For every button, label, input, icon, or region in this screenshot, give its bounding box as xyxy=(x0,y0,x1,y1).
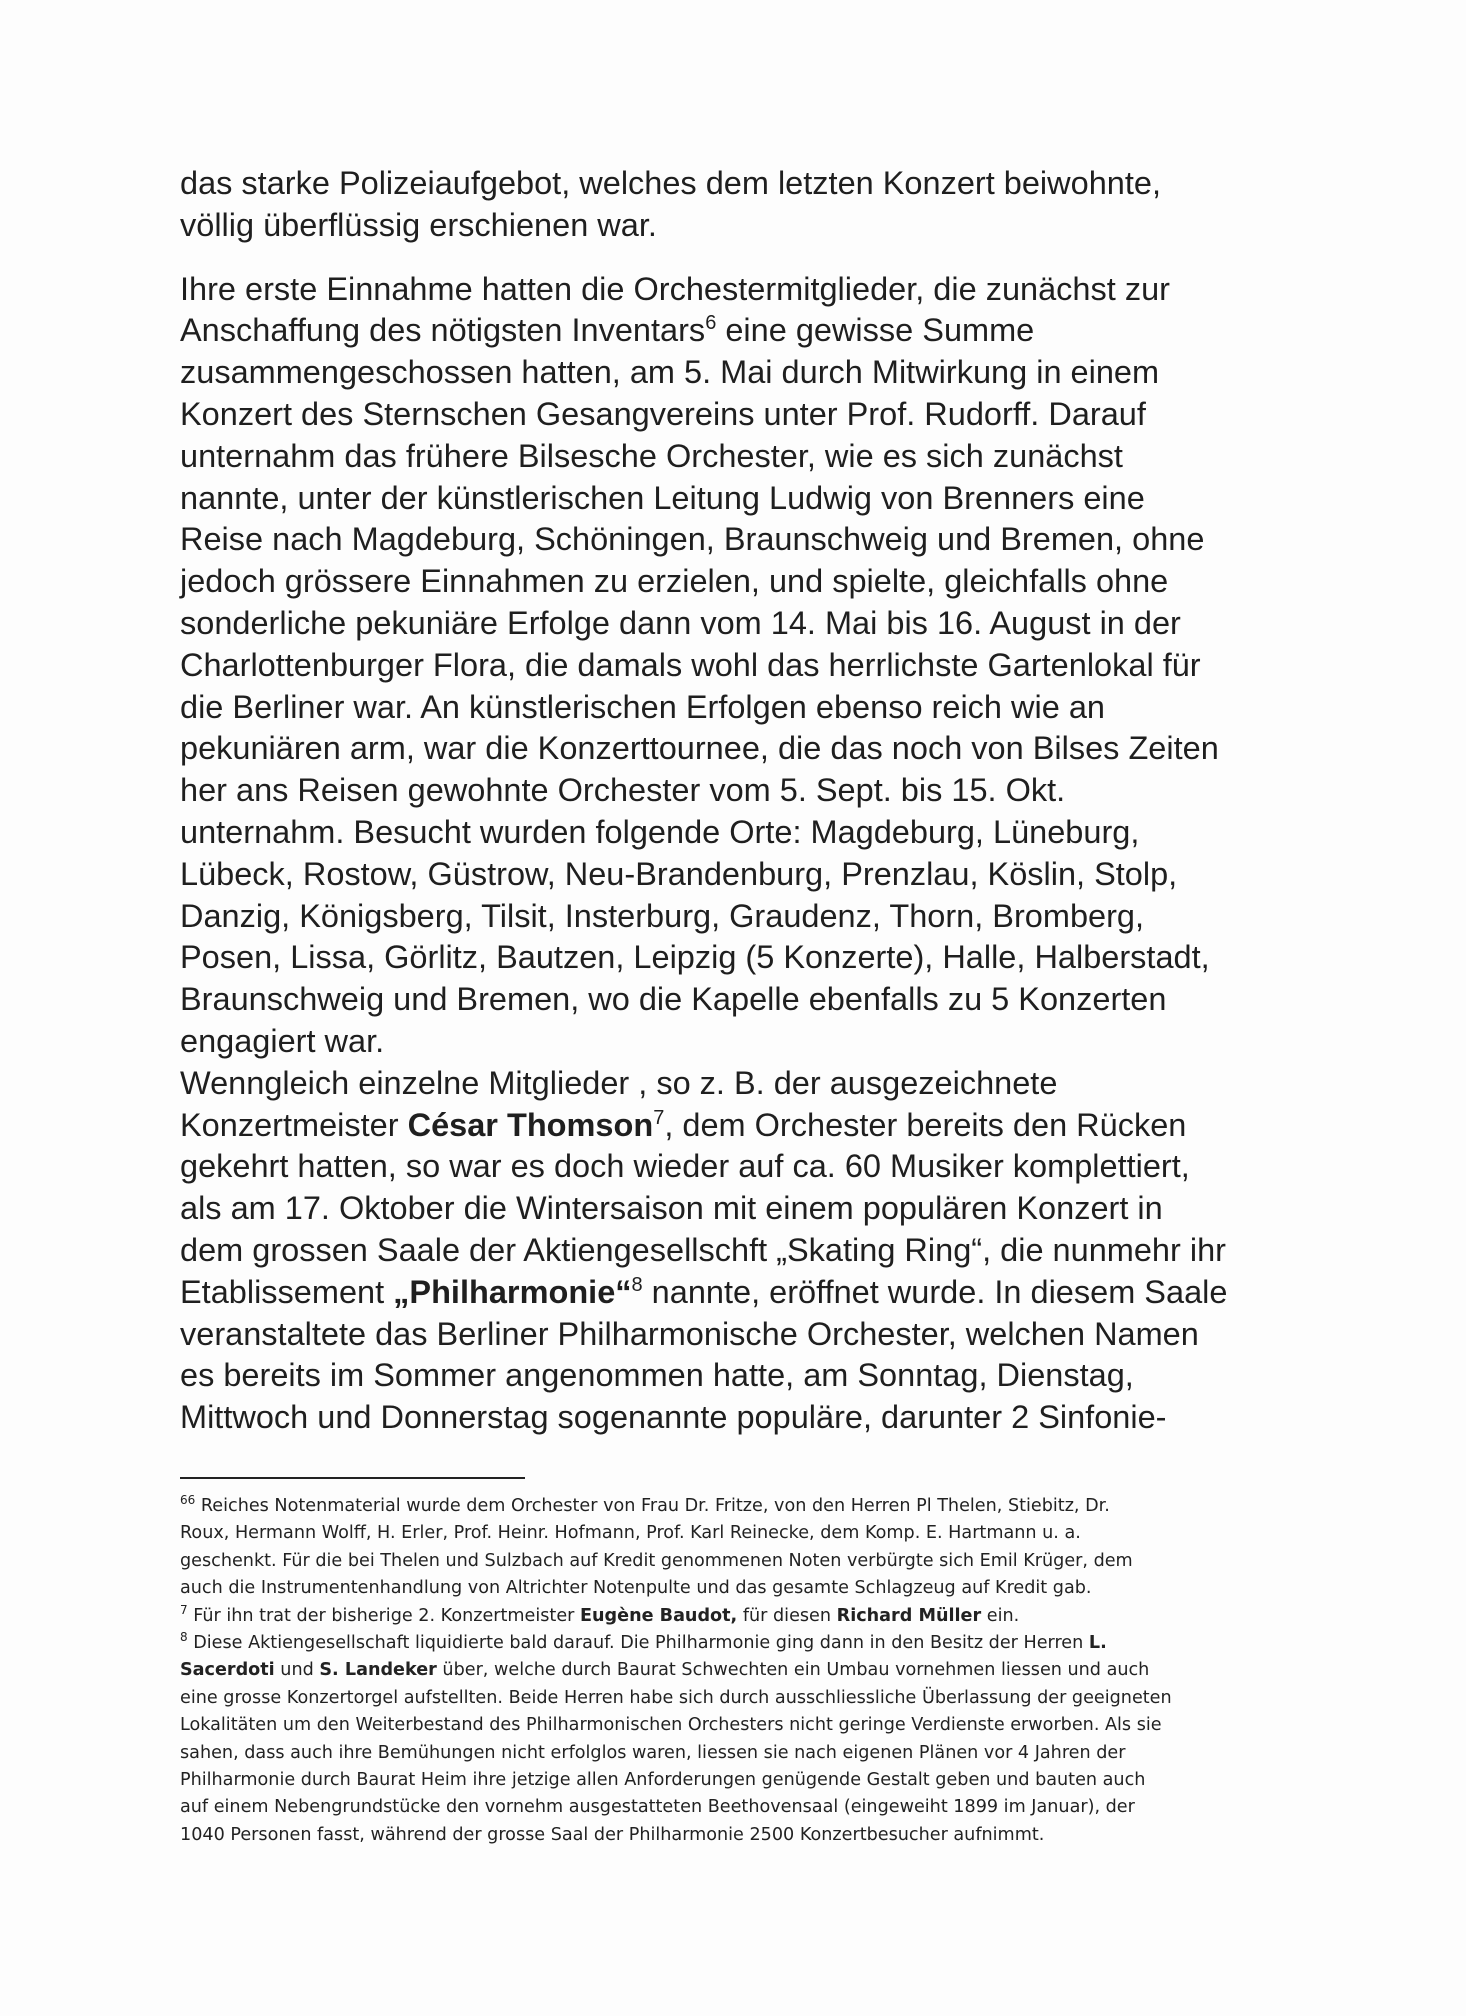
text-line: her ans Reisen gewohnte Orchester vom 5. Sept. bis 15. Okt. xyxy=(180,772,1066,809)
text-line: unternahm das frühere Bilsesche Orchester, wie es sich zunächst xyxy=(180,437,1123,474)
text-segment: Reiches Notenmaterial wurde dem Orchester von Frau Dr. Fritze, von den Herren Pl Thelen, Stiebitz, Dr. xyxy=(195,1496,1110,1516)
paragraph-1 xyxy=(180,163,1290,247)
text-segment: Anschaffung des nötigsten Inventars xyxy=(180,312,706,349)
footnote-line xyxy=(180,1603,1290,1630)
text-segment: ein. xyxy=(981,1605,1020,1626)
footnote-8 xyxy=(180,1630,1290,1849)
footnote-mark: 7 xyxy=(180,1602,188,1617)
footnote-7 xyxy=(180,1603,1290,1630)
venue-name: „Philharmonie“ xyxy=(393,1273,632,1310)
text-line: unternahm. Besucht wurden folgende Orte: Magdeburg, Lüneburg, xyxy=(180,813,1140,850)
text-line: gekehrt hatten, so war es doch wieder auf ca. 60 Musiker komplettiert, xyxy=(180,1148,1190,1185)
footnote-line xyxy=(180,1630,1290,1657)
footnote-line: auf einem Nebengrundstücke den vornehm ausgestatteten Beethovensaal (eingeweiht 1899 im Januar), der xyxy=(180,1797,1135,1818)
text-line: nannte, unter der künstlerischen Leitung Ludwig von Brenners eine xyxy=(180,479,1145,516)
person-name: L. xyxy=(1088,1633,1107,1654)
text-line: Konzert des Sternschen Gesangvereins unter Prof. Rudorff. Darauf xyxy=(180,395,1146,432)
text-line: sonderliche pekuniäre Erfolge dann vom 14. Mai bis 16. August in der xyxy=(180,604,1181,641)
text-line: Reise nach Magdeburg, Schöningen, Braunschweig und Bremen, ohne xyxy=(180,521,1205,558)
text-segment: nannte, eröffnet wurde. In diesem Saale xyxy=(642,1273,1228,1310)
text-line: veranstaltete das Berliner Philharmonische Orchester, welchen Namen xyxy=(180,1315,1199,1352)
footnotes xyxy=(180,1493,1290,1849)
person-name: Eugène Baudot, xyxy=(580,1605,738,1626)
text-line: als am 17. Oktober die Wintersaison mit einem populären Konzert in xyxy=(180,1190,1163,1227)
text-line: Posen, Lissa, Görlitz, Bautzen, Leipzig (5 Konzerte), Halle, Halberstadt, xyxy=(180,939,1210,976)
text-line: pekuniären arm, war die Konzerttournee, die das noch von Bilses Zeiten xyxy=(180,730,1219,767)
text-segment: Für ihn trat der bisherige 2. Konzertmeister xyxy=(187,1605,580,1626)
text-line: Ihre erste Einnahme hatten die Orchestermitglieder, die zunächst zur xyxy=(180,270,1170,307)
text-line: Lübeck, Rostow, Güstrow, Neu-Brandenburg, Prenzlau, Köslin, Stolp, xyxy=(180,855,1178,892)
footnote-ref-7[interactable]: 7 xyxy=(653,1106,665,1129)
footnote-ref-6[interactable]: 6 xyxy=(705,312,717,335)
text-line: engagiert war. xyxy=(180,1022,385,1059)
footnote-line xyxy=(180,1657,1290,1684)
footnote-line: auch die Instrumentenhandlung von Altrichter Notenpulte und das gesamte Schlagzeug auf Kredit gab. xyxy=(180,1578,1092,1599)
footnote-line: sahen, dass auch ihre Bemühungen nicht erfolglos waren, liessen sie nach eigenen Plänen vor 4 Jahren der xyxy=(180,1742,1126,1763)
text-line xyxy=(180,1272,1290,1314)
footnote-line xyxy=(180,1493,1290,1520)
footnote-6 xyxy=(180,1493,1290,1603)
text-line: dem grossen Saale der Aktiengesellschft „Skating Ring“, die nunmehr ihr xyxy=(180,1231,1226,1268)
paragraph-3 xyxy=(180,1063,1290,1439)
person-name: Richard Müller xyxy=(836,1605,982,1626)
footnote-line: Lokalitäten um den Weiterbestand des Philharmonischen Orchesters nicht geringe Verdienste erworben. Als sie xyxy=(180,1715,1162,1736)
text-line: es bereits im Sommer angenommen hatte, am Sonntag, Dienstag, xyxy=(180,1357,1134,1394)
text-line: Wenngleich einzelne Mitglieder , so z. B. der ausgezeichnete xyxy=(180,1064,1058,1101)
text-line: Mittwoch und Donnerstag sogenannte populäre, darunter 2 Sinfonie- xyxy=(180,1399,1167,1436)
text-segment: über, welche durch Baurat Schwechten ein Umbau vornehmen liessen und auch xyxy=(436,1660,1150,1681)
footnote-line: 1040 Personen fasst, während der grosse Saal der Philharmonie 2500 Konzertbesucher aufnimmt. xyxy=(180,1824,1045,1845)
paragraph-2 xyxy=(180,269,1290,1063)
text-line: die Berliner war. An künstlerischen Erfolgen ebenso reich wie an xyxy=(180,688,1105,725)
text-line: Charlottenburger Flora, die damals wohl das herrlichste Gartenlokal für xyxy=(180,646,1201,683)
text-line: das starke Polizeiaufgebot, welches dem letzten Konzert beiwohnte, xyxy=(180,165,1161,201)
text-segment: Konzertmeister xyxy=(180,1106,408,1143)
text-segment: eine gewisse Summe xyxy=(716,312,1035,349)
footnote-ref-8[interactable]: 8 xyxy=(631,1273,643,1296)
text-segment: und xyxy=(274,1660,320,1681)
text-segment: , dem Orchester bereits den Rücken xyxy=(664,1106,1187,1143)
text-line: Danzig, Königsberg, Tilsit, Insterburg, Graudenz, Thorn, Bromberg, xyxy=(180,897,1145,934)
footnote-line: Roux, Hermann Wolff, H. Erler, Prof. Heinr. Hofmann, Prof. Karl Reinecke, dem Komp. E. Hartmann u. a. xyxy=(180,1523,1081,1544)
text-segment: für diesen xyxy=(737,1605,837,1626)
text-line: völlig überflüssig erschienen war. xyxy=(180,206,657,243)
text-line: Braunschweig und Bremen, wo die Kapelle ebenfalls zu 5 Konzerten xyxy=(180,981,1167,1018)
text-line: jedoch grössere Einnahmen zu erzielen, und spielte, gleichfalls ohne xyxy=(180,563,1169,600)
text-line xyxy=(180,1105,1290,1147)
text-line xyxy=(180,310,1290,352)
person-name: S. Landeker xyxy=(319,1660,437,1681)
footnote-separator xyxy=(180,1477,525,1479)
text-line: zusammengeschossen hatten, am 5. Mai durch Mitwirkung in einem xyxy=(180,354,1160,391)
text-segment: Etablissement xyxy=(180,1273,394,1310)
person-name: Sacerdoti xyxy=(180,1660,275,1681)
footnote-mark: 66 xyxy=(180,1493,196,1507)
footnote-line: eine grosse Konzertorgel aufstellten. Beide Herren habe sich durch ausschliessliche Überlassung der geeigneten xyxy=(180,1687,1172,1708)
footnote-mark: 8 xyxy=(180,1630,188,1645)
footnote-line: Philharmonie durch Baurat Heim ihre jetzige allen Anforderungen genügende Gestalt geben und bauten auch xyxy=(180,1770,1146,1791)
text-segment: Diese Aktiengesellschaft liquidierte bald darauf. Die Philharmonie ging dann in den Besitz der Herren xyxy=(187,1633,1089,1654)
footnote-line: geschenkt. Für die bei Thelen und Sulzbach auf Kredit genommenen Noten verbürgte sich Emil Krüger, dem xyxy=(180,1550,1133,1571)
person-name: César Thomson xyxy=(407,1106,654,1143)
main-text xyxy=(180,163,1290,1439)
